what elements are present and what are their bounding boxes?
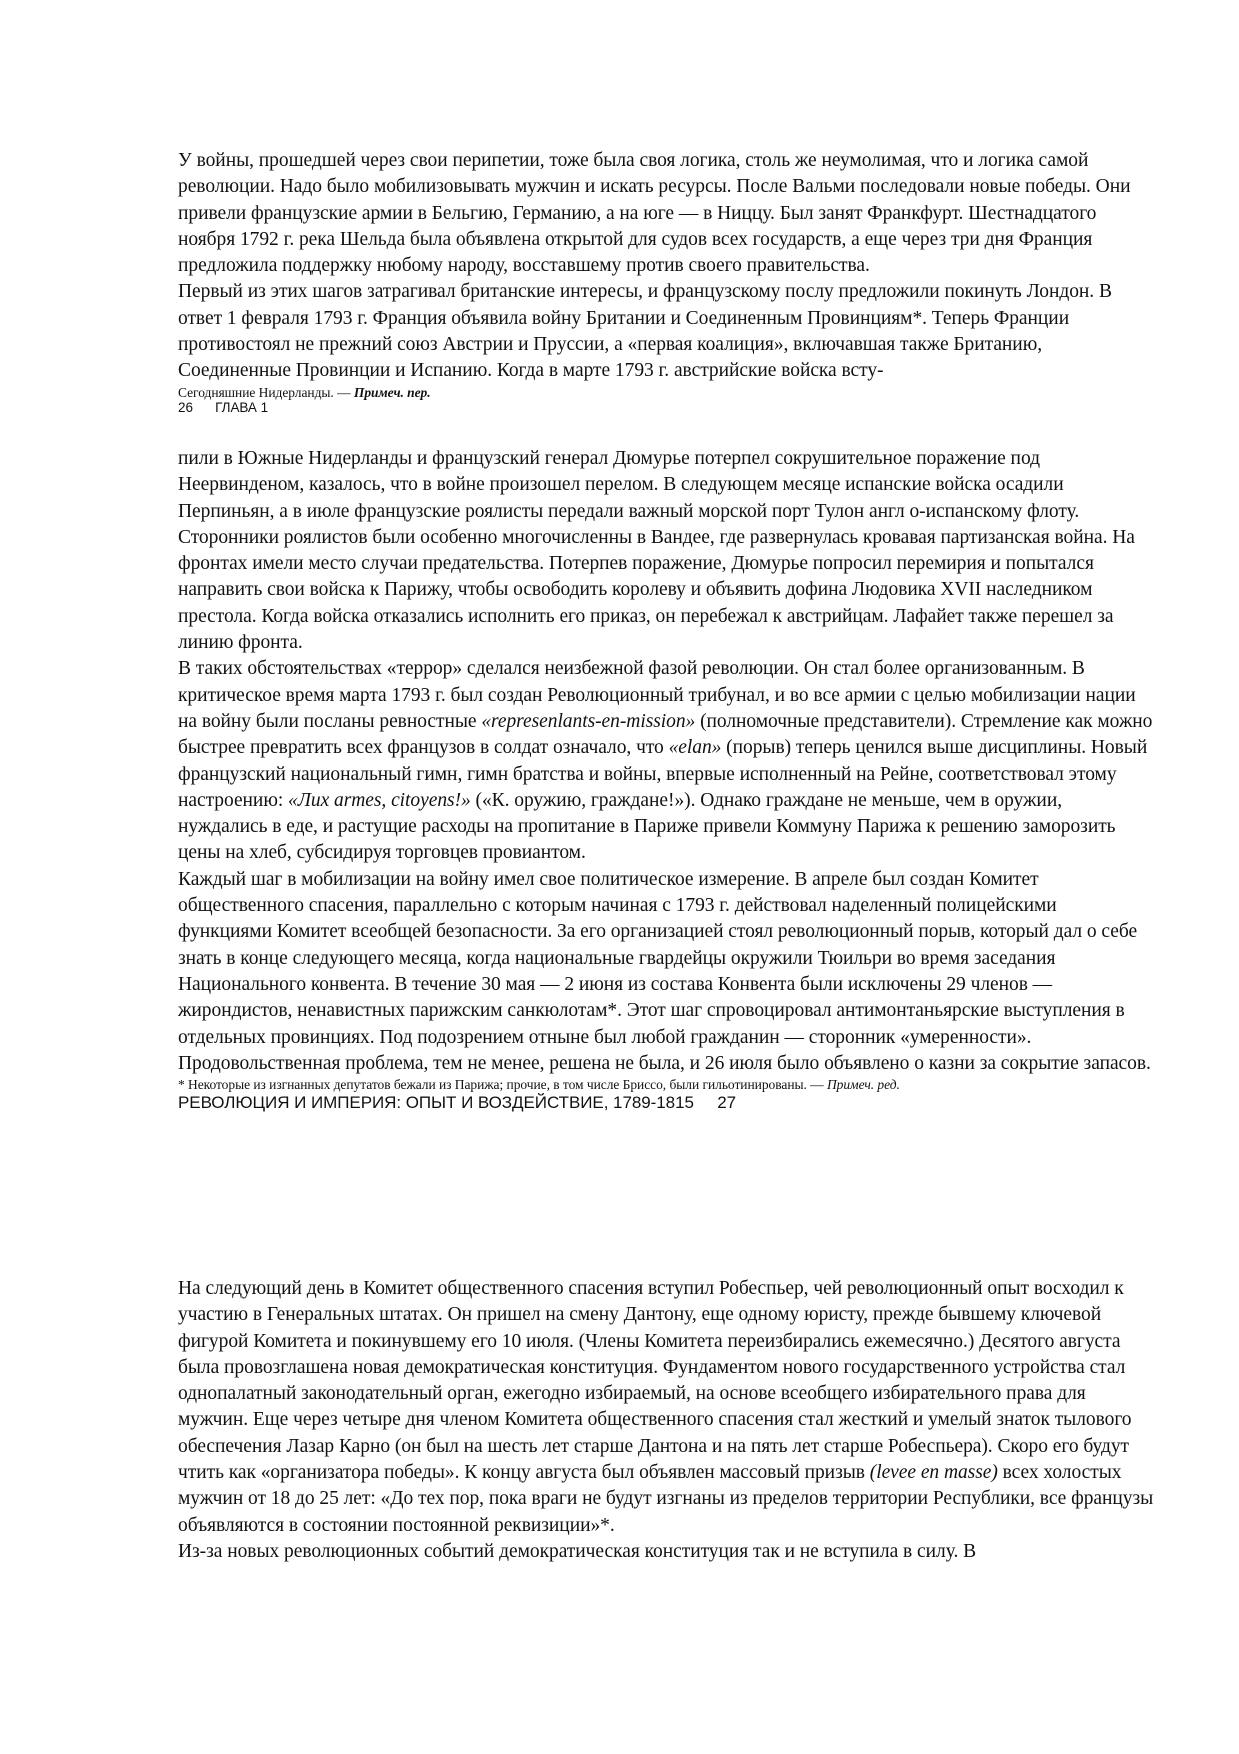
paragraph: пили в Южные Нидерланды и французский генерал Дюмурье потерпел сокрушительное поражение под Неервинденом, казалось, что в войне произошел перелом. В следующем месяце испанские войска осадили Перпиньян, а в июле французские роялисты передали важный морской порт Тулон англ о-испанскому флоту. Сторонники роялистов были особенно многочисленны в Вандее, где развернулась кровавая партизанская война. На фронтах имели место случаи предательства. Потерпев поражение, Дюмурье попросил перемирия и попытался направить свои войска к Парижу, чтобы освободить королеву и объявить дофина Людовика XVII наследником престола. Когда войска отказались исполнить его приказ, он перебежал к австрийцам. Лафайет также перешел за линию фронта. — [178, 448, 1135, 654]
italic-term: «represenlants-en-mission» — [481, 710, 696, 732]
paragraph: Первый из этих шагов затрагивал британские интересы, и французскому послу предложили покинуть Лондон. В ответ 1 февраля 1793 г. Франция объявила войну Британии и Соединенным Провинциям*. Теперь Франции противостоял не прежний союз Австрии и Пруссии, а «первая коалиция», включавшая также Британию, Соединенные Провинции и Испанию. Когда в марте 1793 г. австрийские войска всту- — [178, 281, 1112, 382]
paragraph — [178, 1276, 1154, 1539]
text-run: В таких обстоятельствах «террор» сделался неизбежной фазой революции. Он стал более организованным. В критическое время марта 1793 г. был создан Революционный трибунал, и во все армии с целью мобилизации нации на войну были посланы ревностные — [178, 658, 1136, 732]
footnote — [178, 1077, 1154, 1092]
chapter-label: ГЛАВА 1 — [215, 399, 269, 415]
section-robespierre — [178, 1276, 1154, 1565]
running-head-title — [178, 1092, 1154, 1114]
paragraph: У войны, прошедшей через свои перипетии, тоже была своя логика, столь же неумолимая, что и логика самой революции. Надо было мобилизовывать мужчин и искать ресурсы. После Вальми последовали новые победы. Они привели французские армии в Бельгию, Германию, а на юге — в Ниццу. Был занят Франкфурт. Шестнадцатого ноября 1792 г. река Шельда была объявлена открытой для судов всех государств, а еще через три дня Франция предложила поддержку нюбому народу, восставшему против своего правительства. — [178, 150, 1131, 277]
text-run: (полномочные представители). Стремление как можно быстрее превратить всех французов в солдат означало, что — [178, 710, 1153, 759]
footnote-text: Сегодняшние Нидерланды. — — [178, 384, 354, 400]
page-number: 26 — [178, 399, 193, 415]
page-number: 27 — [717, 1093, 737, 1113]
section-terror — [178, 446, 1154, 1114]
text-run: (порыв) теперь ценился выше дисциплины. Новый французский национальный гимн, гимн братства и войны, впервые исполненный на Рейне, соответствовал этому настроению: — [178, 737, 1148, 811]
italic-term: (levee en masse) — [869, 1462, 998, 1484]
paragraph: Каждый шаг в мобилизации на войну имел свое политическое измерение. В апреле был создан Комитет общественного спасения, параллельно с которым начиная с 1793 г. действовал наделенный полицейскими функциями Комитет всеобщей безопасности. За его организацией стоял революционный порыв, который дал о себе знать в конце следующего месяца, когда национальные гвардейцы окружили Тюильри во время заседания Национального конвента. В течение 30 мая — 2 июня из состава Конвента были исключены 29 членов — жирондистов, ненавистных парижским санкюлотам*. Этот шаг спровоцировал антимонтаньярские выступления в отдельных провинциях. Под подозрением отныне был любой гражданин — сторонник «умеренности». Продовольственная проблема, тем не менее, решена не была, и 26 июля было объявлено о казни за сокрытие запасов. — [178, 868, 1151, 1074]
italic-term: «Лих armes, citoyens!» — [288, 789, 471, 811]
text-run: («К. оружию, граждане!»). Однако граждане не меньше, чем в оружии, нуждались в еде, и растущие расходы на пропитание в Париже привели Коммуну Парижа к решению заморозить цены на хлеб, субсидируя торговцев провиантом. — [178, 789, 1116, 864]
footnote — [178, 385, 1154, 400]
italic-term: «elan» — [668, 737, 722, 759]
section-war-logic — [178, 148, 1154, 416]
text-run: На следующий день в Комитет общественного спасения вступил Робеспьер, чей революционный опыт восходил к участию в Генеральных штатах. Он пришел на смену Дантону, еще одному юристу, прежде бывшему ключевой фигурой Комитета и покинувшему его 10 июля. (Члены Комитета переизбирались ежемесячно.) Десятого августа была провозглашена новая демократическая конституция. Фундаментом нового государственного устройства стал однопалатный законодательный орган, ежегодно избираемый, на основе всеобщего избирательного права для мужчин. Еще через четыре дня членом Комитета общественного спасения стал жесткий и умелый знаток тылового обеспечения Лазар Карно (он был на шесть лет старше Дантона и на пять лет старше Робеспьера). Скоро его будут чтить как «организатора победы». К концу августа был объявлен массовый призыв — [178, 1278, 1132, 1484]
text-run: всех холостых мужчин от 18 до 25 лет: «До тех пор, пока враги не будут изгнаны из пределов территории Республики, все французы объявляются в состоянии постоянной реквизиции»*. — [178, 1462, 1154, 1536]
running-head-chapter — [178, 400, 1154, 416]
footnote-attribution: Примеч. пер. — [353, 384, 431, 400]
book-title: РЕВОЛЮЦИЯ И ИМПЕРИЯ: ОПЫТ И ВОЗДЕЙСТВИЕ, 1789-1815 — [178, 1093, 694, 1113]
paragraph: Из-за новых революционных событий демократическая конституция так и не вступила в силу. В — [178, 1540, 977, 1562]
footnote-attribution: Примеч. ред. — [826, 1077, 900, 1093]
footnote-text: * Некоторые из изгнанных депутатов бежали из Парижа; прочие, в том числе Бриссо, были гильотинированы. — — [178, 1077, 827, 1093]
paragraph — [178, 656, 1154, 866]
